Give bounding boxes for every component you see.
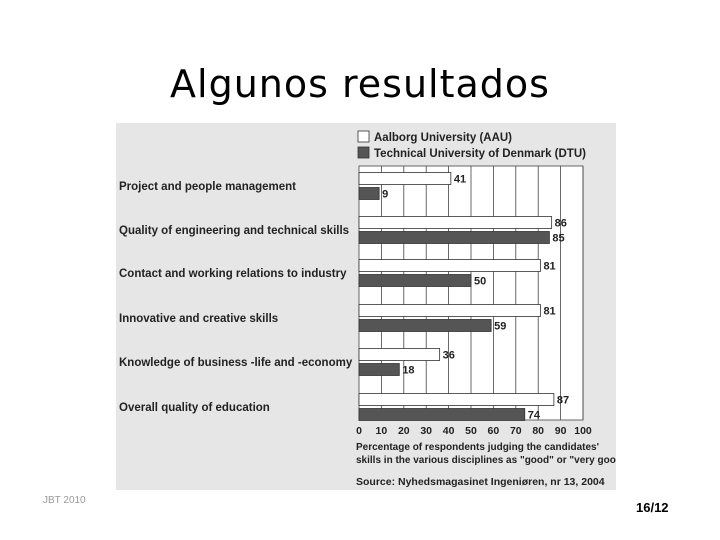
bar-s1-c4 — [359, 364, 399, 376]
bar-value-s0-c3: 81 — [543, 305, 556, 318]
x-tick-label-10: 10 — [375, 425, 388, 437]
category-label-4: Knowledge of business -life and -economy — [119, 357, 353, 369]
category-label-5: Overall quality of education — [119, 402, 270, 414]
bar-s0-c0 — [359, 173, 451, 185]
bar-value-s0-c1: 86 — [554, 217, 567, 230]
bar-value-s1-c5: 74 — [527, 409, 541, 422]
x-tick-label-100: 100 — [574, 425, 592, 437]
bar-value-s1-c1: 85 — [552, 232, 565, 245]
x-axis-label-line-1: skills in the various disciplines as "good" or "very good" — [356, 455, 616, 466]
bar-chart — [116, 123, 616, 490]
bar-s0-c1 — [359, 217, 552, 229]
slide-title: Algunos resultados — [170, 62, 550, 106]
x-tick-label-90: 90 — [554, 425, 567, 437]
bar-s1-c1 — [359, 232, 549, 244]
bar-value-s1-c4: 18 — [402, 364, 415, 377]
legend-label-0: Aalborg University (AAU) — [374, 132, 513, 144]
x-tick-label-50: 50 — [465, 425, 477, 437]
bar-value-s1-c0: 9 — [382, 188, 389, 201]
x-tick-label-20: 20 — [397, 425, 410, 437]
bar-value-s1-c3: 59 — [494, 320, 507, 333]
bar-s0-c2 — [359, 260, 540, 272]
category-label-0: Project and people management — [119, 181, 297, 193]
bar-value-s0-c5: 87 — [556, 394, 570, 407]
x-tick-label-60: 60 — [487, 425, 500, 437]
bar-value-s0-c4: 36 — [442, 349, 455, 362]
bar-s1-c0 — [359, 188, 379, 200]
bar-s0-c3 — [359, 305, 540, 317]
bar-s1-c3 — [359, 320, 491, 332]
x-tick-label-30: 30 — [420, 425, 433, 437]
bar-s1-c2 — [359, 275, 471, 287]
bar-s0-c4 — [359, 349, 440, 361]
bar-value-s0-c2: 81 — [543, 260, 556, 273]
page-number: 16/12 — [636, 500, 669, 515]
legend-swatch-1 — [358, 147, 369, 158]
category-label-2: Contact and working relations to industry — [119, 268, 347, 280]
bar-value-s0-c0: 41 — [453, 173, 467, 186]
legend-swatch-0 — [358, 131, 369, 142]
bar-s1-c5 — [359, 409, 525, 421]
category-label-1: Quality of engineering and technical skills — [119, 225, 350, 237]
category-label-3: Innovative and creative skills — [119, 313, 279, 325]
x-tick-label-0: 0 — [356, 425, 362, 437]
x-tick-label-70: 70 — [509, 425, 522, 437]
footer-author: JBT 2010 — [43, 495, 86, 506]
legend-label-1: Technical University of Denmark (DTU) — [374, 148, 586, 160]
x-tick-label-40: 40 — [442, 425, 455, 437]
bar-value-s1-c2: 50 — [474, 275, 487, 288]
chart-panel — [116, 123, 616, 490]
x-axis-label-line-0: Percentage of respondents judging the candidates' — [356, 442, 599, 453]
x-tick-label-80: 80 — [532, 425, 545, 437]
chart-source: Source: Nyhedsmagasinet Ingeniøren, nr 13, 2004 — [356, 476, 605, 488]
bar-s0-c5 — [359, 394, 554, 406]
